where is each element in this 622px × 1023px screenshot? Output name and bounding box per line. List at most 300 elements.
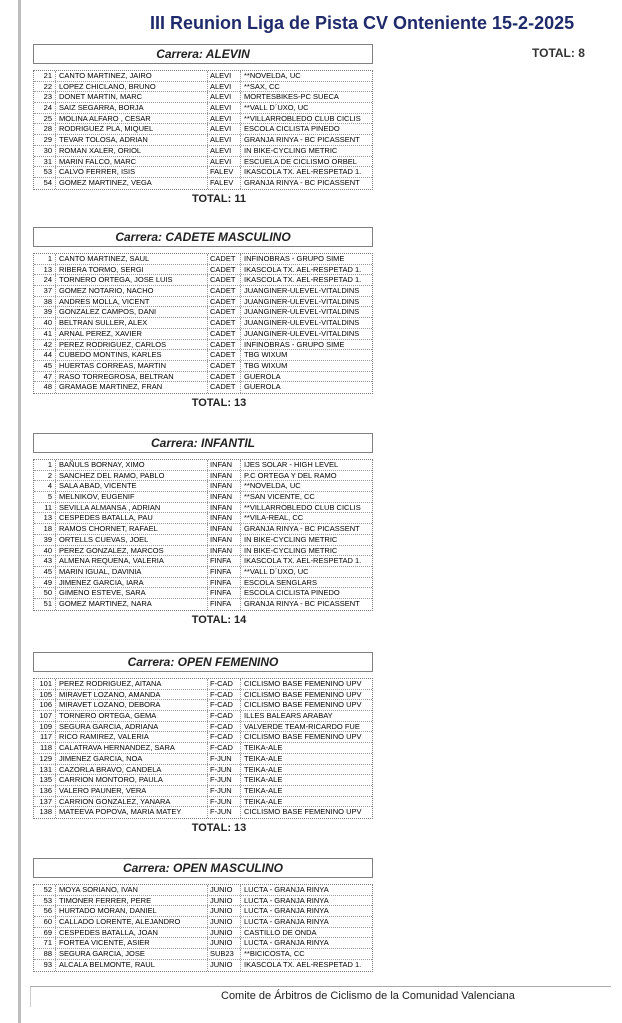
race-header: Carrera: OPEN FEMENINO xyxy=(33,652,373,672)
entry-team: IN BIKE-CYCLING METRIC xyxy=(244,534,338,544)
entry-category: ALEVI xyxy=(208,146,241,156)
entry-row xyxy=(34,535,372,546)
entry-name: ORTELLS CUEVAS, JOEL xyxy=(56,535,208,545)
entry-row xyxy=(34,732,372,743)
entry-row xyxy=(34,797,372,808)
entry-category: CADET xyxy=(208,265,241,275)
entry-category: ALEVI xyxy=(208,71,241,81)
entry-dorsal: 131 xyxy=(34,765,56,775)
entry-team: ESCOLA CICLISTA PINEDO xyxy=(244,124,340,134)
entry-name: CESPEDES BATALLA, JOAN xyxy=(56,928,208,938)
entry-dorsal: 39 xyxy=(34,307,56,317)
entry-row xyxy=(34,786,372,797)
race-section-open-femenino xyxy=(33,652,373,834)
entry-category: FALEV xyxy=(208,167,241,177)
entry-name: ANDRES MOLLA, VICENT xyxy=(56,297,208,307)
entry-row xyxy=(34,556,372,567)
entry-row xyxy=(34,329,372,340)
entry-category: F-CAD xyxy=(208,700,241,710)
entry-dorsal: 5 xyxy=(34,492,56,502)
entry-dorsal: 4 xyxy=(34,481,56,491)
entry-row xyxy=(34,350,372,361)
entry-dorsal: 88 xyxy=(34,949,56,959)
entry-dorsal: 51 xyxy=(34,599,56,610)
entry-category: JUNIO xyxy=(208,896,241,906)
entry-team: TEIKA-ALE xyxy=(244,796,283,806)
entry-dorsal: 105 xyxy=(34,690,56,700)
entry-team: JUANGINER-ULEVEL-VITALDINS xyxy=(244,328,360,338)
entry-dorsal: 69 xyxy=(34,928,56,938)
race-section-open-masculino xyxy=(33,858,373,972)
entry-dorsal: 129 xyxy=(34,754,56,764)
entry-category: CADET xyxy=(208,254,241,264)
entry-team: **VILLARROBLEDO CLUB CICLIS xyxy=(244,113,361,123)
entry-category: JUNIO xyxy=(208,938,241,948)
entry-team: VALVERDE TEAM-RICARDO FUE xyxy=(244,721,360,731)
entry-row xyxy=(34,92,372,103)
entry-dorsal: 48 xyxy=(34,382,56,393)
entry-dorsal: 101 xyxy=(34,679,56,689)
entry-name: SEGURA GARCIA, JOSE xyxy=(56,949,208,959)
entry-name: SANCHEZ DEL RAMO, PABLO xyxy=(56,471,208,481)
entry-category: CADET xyxy=(208,350,241,360)
page-title: III Reunion Liga de Pista CV Onteniente 15-2-2025 xyxy=(150,13,575,33)
entry-team: ILLES BALEARS ARABAY xyxy=(244,711,333,721)
entry-category: FINFA xyxy=(208,588,241,598)
entry-name: CALLADO LORENTE, ALEJANDRO xyxy=(56,917,208,927)
entry-name: GOMEZ MARTINEZ, VEGA xyxy=(56,178,208,189)
entry-dorsal: 106 xyxy=(34,700,56,710)
entry-category: FALEV xyxy=(208,178,241,189)
entry-dorsal: 118 xyxy=(34,743,56,753)
entry-row xyxy=(34,157,372,168)
entry-dorsal: 40 xyxy=(34,318,56,328)
entry-row xyxy=(34,503,372,514)
entry-category: ALEVI xyxy=(208,124,241,134)
entry-name: GONZALEZ CAMPOS, DANI xyxy=(56,307,208,317)
entry-category: F-JUN xyxy=(208,807,241,818)
entry-category: INFAN xyxy=(208,513,241,523)
entry-name: PEREZ GONZALEZ, MARCOS xyxy=(56,546,208,556)
entry-row xyxy=(34,690,372,701)
entry-team: IN BIKE-CYCLING METRIC xyxy=(244,145,338,155)
entry-name: JIMENEZ GARCIA, IARA xyxy=(56,578,208,588)
entry-name: PEREZ RODRIGUEZ, CARLOS xyxy=(56,340,208,350)
entry-name: LOPEZ CHICLANO, BRUNO xyxy=(56,82,208,92)
entry-category: F-CAD xyxy=(208,690,241,700)
entry-team: TEIKA-ALE xyxy=(244,764,283,774)
entry-row xyxy=(34,896,372,907)
entry-row xyxy=(34,71,372,82)
entry-dorsal: 52 xyxy=(34,885,56,895)
entry-row xyxy=(34,178,372,189)
entry-dorsal: 41 xyxy=(34,329,56,339)
race-section-cadete-masculino xyxy=(33,227,373,409)
entry-category: CADET xyxy=(208,329,241,339)
entry-row xyxy=(34,711,372,722)
entry-team: GUEROLA xyxy=(244,382,281,392)
entry-row xyxy=(34,960,372,971)
entry-dorsal: 21 xyxy=(34,71,56,81)
entry-category: F-JUN xyxy=(208,754,241,764)
entry-category: CADET xyxy=(208,286,241,296)
entry-category: ALEVI xyxy=(208,92,241,102)
entry-dorsal: 136 xyxy=(34,786,56,796)
entry-team: **SAN VICENTE, CC xyxy=(244,492,315,502)
entry-row xyxy=(34,297,372,308)
entry-category: JUNIO xyxy=(208,928,241,938)
entry-row xyxy=(34,167,372,178)
entry-dorsal: 1 xyxy=(34,460,56,470)
race-total: TOTAL: 13 xyxy=(191,396,247,409)
entry-name: ARNAL PEREZ, XAVIER xyxy=(56,329,208,339)
entry-team: ESCUELA DE CICLISMO ORBEL xyxy=(244,156,357,166)
entry-team: P.C ORTEGA Y DEL RAMO xyxy=(244,470,337,480)
entry-category: ALEVI xyxy=(208,135,241,145)
race-header: Carrera: OPEN MASCULINO xyxy=(33,858,373,878)
entry-team: JUANGINER-ULEVEL-VITALDINS xyxy=(244,307,360,317)
entry-category: INFAN xyxy=(208,546,241,556)
entry-name: BELTRAN SULLER, ALEX xyxy=(56,318,208,328)
race-total: TOTAL: 13 xyxy=(191,821,247,834)
race-total: TOTAL: 11 xyxy=(192,192,246,205)
entry-row xyxy=(34,82,372,93)
entry-category: CADET xyxy=(208,307,241,317)
entry-dorsal: 45 xyxy=(34,361,56,371)
race-header: Carrera: INFANTIL xyxy=(33,433,373,453)
entry-category: CADET xyxy=(208,361,241,371)
entry-row xyxy=(34,382,372,393)
entry-dorsal: 1 xyxy=(34,254,56,264)
entry-name: CARRION MONTORO, PAULA xyxy=(56,775,208,785)
entry-name: MIRAVET LOZANO, DEBORA xyxy=(56,700,208,710)
entry-team: IN BIKE-CYCLING METRIC xyxy=(244,545,338,555)
entry-team: TEIKA-ALE xyxy=(244,753,283,763)
entry-category: CADET xyxy=(208,372,241,382)
entry-row xyxy=(34,135,372,146)
race-entries-table xyxy=(33,70,373,190)
entry-team: CICLISMO BASE FEMENINO UPV xyxy=(244,689,362,699)
entry-name: VALERO PAUNER, VERA xyxy=(56,786,208,796)
entry-category: F-JUN xyxy=(208,797,241,807)
entry-category: CADET xyxy=(208,275,241,285)
entry-row xyxy=(34,524,372,535)
entry-team: **VILLARROBLEDO CLUB CICLIS xyxy=(244,502,361,512)
entry-category: JUNIO xyxy=(208,906,241,916)
entry-name: RASO TORREGROSA, BELTRAN xyxy=(56,372,208,382)
entry-dorsal: 38 xyxy=(34,297,56,307)
entry-dorsal: 25 xyxy=(34,114,56,124)
entry-team: GRANJA RINYA - BC PICASSENT xyxy=(244,177,360,187)
entry-row xyxy=(34,578,372,589)
entry-row xyxy=(34,318,372,329)
entry-team: IKASCOLA TX. AEL-RESPETAD 1. xyxy=(244,959,362,969)
entry-dorsal: 53 xyxy=(34,167,56,177)
entry-name: MARIN IGUAL, DAVINIA xyxy=(56,567,208,577)
entry-dorsal: 107 xyxy=(34,711,56,721)
entry-team: ESCOLA CICLISTA PINEDO xyxy=(244,588,340,598)
entry-name: MARIN FALCO, MARC xyxy=(56,157,208,167)
entry-name: DONET MARTIN, MARC xyxy=(56,92,208,102)
entry-team: **NOVELDA, UC xyxy=(244,71,301,80)
entry-dorsal: 42 xyxy=(34,340,56,350)
entry-category: F-JUN xyxy=(208,775,241,785)
entry-dorsal: 47 xyxy=(34,372,56,382)
entry-team: CICLISMO BASE FEMENINO UPV xyxy=(244,700,362,710)
entry-row xyxy=(34,513,372,524)
entry-category: F-JUN xyxy=(208,765,241,775)
entry-team: GUEROLA xyxy=(244,371,281,381)
entry-team: **BICICOSTA, CC xyxy=(244,949,305,959)
entry-row xyxy=(34,265,372,276)
entry-team: ESCOLA SENGLARS xyxy=(244,577,317,587)
entry-dorsal: 49 xyxy=(34,578,56,588)
entry-category: F-CAD xyxy=(208,711,241,721)
entry-name: CARRION GONZALEZ, YANARA xyxy=(56,797,208,807)
entry-dorsal: 30 xyxy=(34,146,56,156)
entry-name: GIMENO ESTEVE, SARA xyxy=(56,588,208,598)
entry-row xyxy=(34,481,372,492)
entry-team: CICLISMO BASE FEMENINO UPV xyxy=(244,807,362,817)
entry-category: F-CAD xyxy=(208,743,241,753)
entry-category: CADET xyxy=(208,297,241,307)
entry-row xyxy=(34,307,372,318)
entry-name: MOLINA ALFARO , CESAR xyxy=(56,114,208,124)
entry-category: ALEVI xyxy=(208,103,241,113)
entry-team: **VALL D´UXO, UC xyxy=(244,103,309,113)
entry-team: TEIKA-ALE xyxy=(244,743,283,753)
entry-category: F-JUN xyxy=(208,786,241,796)
entry-team: IKASCOLA TX. AEL-RESPETAD 1. xyxy=(244,275,362,285)
entry-name: RICO RAMIREZ, VALERIA xyxy=(56,732,208,742)
document-footer xyxy=(30,986,611,1007)
entry-row xyxy=(34,460,372,471)
entry-team: IJES SOLAR - HIGH LEVEL xyxy=(244,460,339,469)
entry-category: FINFA xyxy=(208,599,241,610)
entry-category: F-CAD xyxy=(208,722,241,732)
entry-team: **NOVELDA, UC xyxy=(244,481,301,491)
entry-category: F-CAD xyxy=(208,679,241,689)
entry-category: INFAN xyxy=(208,460,241,470)
entry-category: INFAN xyxy=(208,524,241,534)
entry-name: MOYA SORIANO, IVAN xyxy=(56,885,208,895)
entry-dorsal: 37 xyxy=(34,286,56,296)
entry-dorsal: 23 xyxy=(34,92,56,102)
entry-row xyxy=(34,114,372,125)
entry-name: PEREZ RODRIGUEZ, AITANA xyxy=(56,679,208,689)
entry-name: RODRIGUEZ PLA, MIQUEL xyxy=(56,124,208,134)
entry-row xyxy=(34,599,372,610)
entry-row xyxy=(34,492,372,503)
entry-category: ALEVI xyxy=(208,157,241,167)
entry-name: TIMONER FERRER, PERE xyxy=(56,896,208,906)
entry-name: GOMEZ NOTARIO, NACHO xyxy=(56,286,208,296)
entry-row xyxy=(34,567,372,578)
entry-category: F-CAD xyxy=(208,732,241,742)
entry-dorsal: 29 xyxy=(34,135,56,145)
entry-name: ALCALA BELMONTE, RAUL xyxy=(56,960,208,971)
entry-dorsal: 117 xyxy=(34,732,56,742)
entry-dorsal: 71 xyxy=(34,938,56,948)
entry-name: GRAMAGE MARTINEZ, FRAN xyxy=(56,382,208,393)
entry-row xyxy=(34,775,372,786)
entry-row xyxy=(34,906,372,917)
entry-team: **SAX, CC xyxy=(244,81,280,91)
entry-category: JUNIO xyxy=(208,917,241,927)
entry-dorsal: 22 xyxy=(34,82,56,92)
entry-row xyxy=(34,938,372,949)
entry-name: SAIZ SEGARRA, BORJA xyxy=(56,103,208,113)
entry-row xyxy=(34,361,372,372)
entry-name: MELNIKOV, EUGENIF xyxy=(56,492,208,502)
entry-name: SEGURA GARCIA, ADRIANA xyxy=(56,722,208,732)
entry-row xyxy=(34,146,372,157)
race-header: Carrera: ALEVIN xyxy=(33,44,373,64)
race-section-alevin xyxy=(33,44,373,205)
entry-name: TEVAR TOLOSA, ADRIAN xyxy=(56,135,208,145)
entry-name: SALA ABAD, VICENTE xyxy=(56,481,208,491)
entry-name: CESPEDES BATALLA, PAU xyxy=(56,513,208,523)
entry-team: **VALL D´UXO, UC xyxy=(244,566,309,576)
entry-dorsal: 24 xyxy=(34,275,56,285)
entry-team: TBG WIXUM xyxy=(244,360,288,370)
entry-name: CAZORLA BRAVO, CANDELA xyxy=(56,765,208,775)
entry-team: LUCTA - GRANJA RINYA xyxy=(244,885,329,894)
entry-name: HUERTAS CORREAS, MARTIN xyxy=(56,361,208,371)
entry-category: CADET xyxy=(208,318,241,328)
entry-category: FINFA xyxy=(208,567,241,577)
entry-team: **VILA-REAL, CC xyxy=(244,513,304,523)
entry-row xyxy=(34,885,372,896)
entry-name: MATEEVA POPOVA, MARIA MATEY xyxy=(56,807,208,818)
entry-name: CANTO MARTINEZ, JAIRO xyxy=(56,71,208,81)
entry-name: SEVILLA ALMANSA , ADRIAN xyxy=(56,503,208,513)
entry-dorsal: 109 xyxy=(34,722,56,732)
race-entries-table xyxy=(33,459,373,611)
entry-team: LUCTA - GRANJA RINYA xyxy=(244,917,329,927)
entry-name: TORNERO ORTEGA, GEMA xyxy=(56,711,208,721)
entry-dorsal: 2 xyxy=(34,471,56,481)
entry-row xyxy=(34,700,372,711)
entry-dorsal: 54 xyxy=(34,178,56,189)
race-total: TOTAL: 14 xyxy=(191,613,247,626)
entry-team: LUCTA - GRANJA RINYA xyxy=(244,906,329,916)
entry-category: JUNIO xyxy=(208,960,241,971)
race-entries-table xyxy=(33,253,373,394)
entry-dorsal: 24 xyxy=(34,103,56,113)
race-header: Carrera: CADETE MASCULINO xyxy=(33,227,373,247)
entry-team: JUANGINER-ULEVEL-VITALDINS xyxy=(244,318,360,328)
entry-category: INFAN xyxy=(208,471,241,481)
entry-team: TBG WIXUM xyxy=(244,350,288,360)
page-left-border xyxy=(18,0,21,1023)
race-section-infantil xyxy=(33,433,373,626)
entry-dorsal: 44 xyxy=(34,350,56,360)
entry-team: INFINOBRAS - GRUPO SIME xyxy=(244,339,345,349)
entry-name: RIBERA TORMO, SERGI xyxy=(56,265,208,275)
entry-name: CANTO MARTINEZ, SAUL xyxy=(56,254,208,264)
entry-team: JUANGINER-ULEVEL-VITALDINS xyxy=(244,286,360,296)
entry-row xyxy=(34,722,372,733)
entry-category: INFAN xyxy=(208,503,241,513)
entry-dorsal: 11 xyxy=(34,503,56,513)
entry-row xyxy=(34,471,372,482)
entry-team: GRANJA RINYA - BC PICASSENT xyxy=(244,135,360,145)
entry-dorsal: 43 xyxy=(34,556,56,566)
entry-dorsal: 13 xyxy=(34,513,56,523)
entry-name: TORNERO ORTEGA, JOSE LUIS xyxy=(56,275,208,285)
entry-row xyxy=(34,754,372,765)
entry-row xyxy=(34,949,372,960)
entry-row xyxy=(34,679,372,690)
entry-category: INFAN xyxy=(208,535,241,545)
entry-row xyxy=(34,124,372,135)
entry-category: ALEVI xyxy=(208,82,241,92)
entry-dorsal: 18 xyxy=(34,524,56,534)
entry-row xyxy=(34,340,372,351)
entry-dorsal: 93 xyxy=(34,960,56,971)
entry-row xyxy=(34,275,372,286)
entry-name: GOMEZ MARTINEZ, NARA xyxy=(56,599,208,610)
entry-dorsal: 135 xyxy=(34,775,56,785)
entry-team: IKASCOLA TX. AEL-RESPETAD 1. xyxy=(244,556,362,566)
entry-team: JUANGINER-ULEVEL-VITALDINS xyxy=(244,296,360,306)
entry-category: CADET xyxy=(208,340,241,350)
entry-dorsal: 50 xyxy=(34,588,56,598)
entry-category: FINFA xyxy=(208,578,241,588)
entry-name: CUBEDO MONTINS, KARLES xyxy=(56,350,208,360)
entry-dorsal: 31 xyxy=(34,157,56,167)
entry-team: GRANJA RINYA - BC PICASSENT xyxy=(244,598,360,608)
entry-category: JUNIO xyxy=(208,885,241,895)
entry-dorsal: 53 xyxy=(34,896,56,906)
entry-name: ROMAN XALER, ORIOL xyxy=(56,146,208,156)
entry-category: INFAN xyxy=(208,481,241,491)
entry-category: ALEVI xyxy=(208,114,241,124)
entry-dorsal: 28 xyxy=(34,124,56,134)
entry-row xyxy=(34,807,372,818)
entry-team: CICLISMO BASE FEMENINO UPV xyxy=(244,679,362,688)
entry-name: CALATRAVA HERNANDEZ, SARA xyxy=(56,743,208,753)
entry-name: JIMENEZ GARCIA, NOA xyxy=(56,754,208,764)
entry-name: RAMOS CHORNET, RAFAEL xyxy=(56,524,208,534)
race-entries-table xyxy=(33,678,373,819)
entry-team: TEIKA-ALE xyxy=(244,785,283,795)
entry-team: TEIKA-ALE xyxy=(244,775,283,785)
entry-dorsal: 60 xyxy=(34,917,56,927)
entry-team: GRANJA RINYA - BC PICASSENT xyxy=(244,524,360,534)
entry-category: FINFA xyxy=(208,556,241,566)
entry-dorsal: 56 xyxy=(34,906,56,916)
entry-name: BAÑULS BORNAY, XIMO xyxy=(56,460,208,470)
entry-row xyxy=(34,103,372,114)
entry-dorsal: 138 xyxy=(34,807,56,818)
entry-row xyxy=(34,765,372,776)
entry-team: CASTILLO DE ONDA xyxy=(244,927,317,937)
entry-category: INFAN xyxy=(208,492,241,502)
entry-team: IKASCOLA TX. AEL-RESPETAD 1. xyxy=(244,167,362,177)
entry-name: HURTADO MORAN, DANIEL xyxy=(56,906,208,916)
entry-team: CICLISMO BASE FEMENINO UPV xyxy=(244,732,362,742)
entry-team: LUCTA - GRANJA RINYA xyxy=(244,895,329,905)
entry-category: SUB23 xyxy=(208,949,241,959)
entry-row xyxy=(34,254,372,265)
entry-category: CADET xyxy=(208,382,241,393)
entry-team: LUCTA - GRANJA RINYA xyxy=(244,938,329,948)
entry-dorsal: 13 xyxy=(34,265,56,275)
grand-total: TOTAL: 8 xyxy=(532,46,585,60)
entry-name: ALMENA REQUENA, VALERIA xyxy=(56,556,208,566)
